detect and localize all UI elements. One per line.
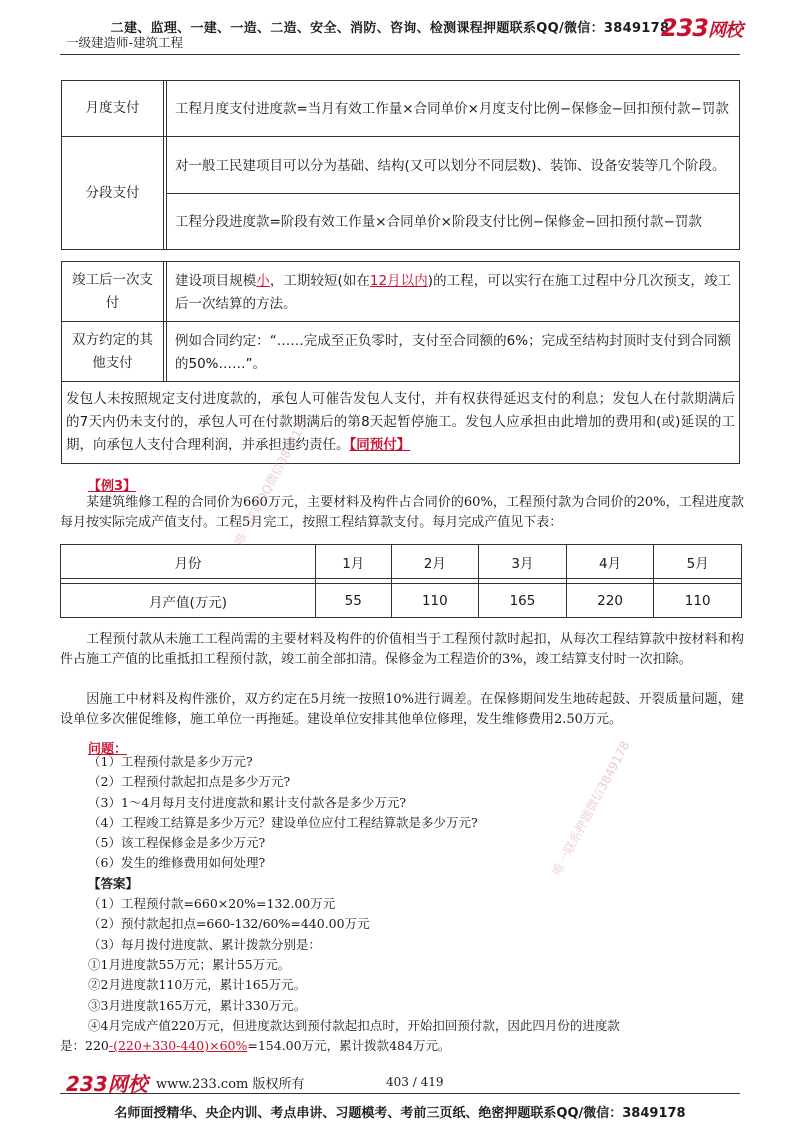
payment-method-table-1	[61, 80, 740, 250]
delay-payment-note: 发包人未按照规定支付进度款的，承包人可催告发包人支付，并有权获得延迟支付的利息；发包人在付款期满后的7天内仍未支付的，承包人可在付款期满后的第8天起暂停施工。发包人应承担由此增加的费用和(或)延误的工期，向承包人支付合理利润，并承担违约责任。【同预付】	[62, 382, 740, 464]
questions-title: 问题：	[88, 742, 128, 757]
list-item: （3）每月拨付进度款、累计拨款分别是：	[88, 936, 321, 952]
header-divider	[60, 54, 740, 55]
example-paragraph-2: 因施工中材料及构件涨价，双方约定在5月统一按照10%进行调差。在保修期间发生地砖起鼓、开裂质量问题，建设单位多次催促维修，施工单位一再拖延。建设单位安排其他单位修理，发生维修费用2.50万元。	[60, 692, 744, 727]
list-item: （1）工程预付款是多少万元?	[88, 754, 253, 769]
list-item: （3）1～4月每月支付进度款和累计支付款各是多少万元?	[88, 794, 407, 810]
table-row	[61, 584, 742, 618]
header-cell: 4月	[566, 545, 654, 579]
table-cell: 110	[654, 584, 742, 618]
header-cell: 3月	[479, 545, 567, 579]
example-paragraph-1: 工程预付款从未施工工程尚需的主要材料及构件的价值相当于工程预付款时起扣，从每次工程结算款中按材料和构件占施工产值的比重抵扣工程预付款，竣工前全部扣清。保修金为工程造价的3%，竣工结算支付时一次扣除。	[60, 632, 744, 667]
answer-final-line: 是：220-(220+330-440)×60%=154.00万元，累计拨款484万元。	[60, 1038, 451, 1053]
list-item: ③3月进度款165万元，累计330万元。	[88, 997, 307, 1013]
list-item: ④4月完成产值220万元，但进度款达到预付款起扣点时，开始扣回预付款，因此四月份的进度款	[88, 1017, 620, 1033]
row-label: 月度支付	[62, 81, 164, 137]
header-cell: 1月	[316, 545, 392, 579]
header-cell: 2月	[391, 545, 479, 579]
row-label: 双方约定的其他支付	[62, 322, 164, 382]
table-row	[62, 382, 740, 464]
list-item: ①1月进度款55万元；累计55万元。	[88, 956, 291, 972]
table-cell: 110	[391, 584, 479, 618]
list-item: （4）工程竣工结算是多少万元？建设单位应付工程结算款是多少万元?	[88, 814, 478, 830]
footer-copyright: www.233.com 版权所有	[156, 1077, 305, 1092]
table-row	[62, 81, 740, 137]
table-row	[62, 137, 740, 194]
footer-divider	[60, 1093, 740, 1094]
footer-logo: 233网校	[66, 1072, 148, 1096]
watermark: 唯一联系押题微信3849178	[549, 738, 633, 878]
table-cell: 55	[316, 584, 392, 618]
payment-method-table-2	[61, 261, 740, 464]
answers-title: 【答案】	[88, 875, 139, 891]
highlight-small: 小	[256, 272, 270, 289]
watermark: 唯一联系QQ微信3849178	[231, 413, 312, 548]
table-row	[62, 322, 740, 382]
deduction-formula: -(220+330-440)×60%	[108, 1038, 248, 1053]
list-item: （2）预付款起扣点=660-132/60%=440.00万元	[88, 916, 370, 932]
header-subject: 一级建造师-建筑工程	[66, 35, 184, 50]
header-contact-line: 二建、监理、一建、一造、二造、安全、消防、咨询、检测课程押题联系QQ/微信：3849178	[110, 21, 670, 36]
page-number: 403 / 419	[386, 1075, 444, 1089]
row-label: 竣工后一次支付	[62, 262, 164, 322]
brand-logo: 233网校	[660, 14, 742, 42]
list-item: （2）工程预付款起扣点是多少万元?	[88, 774, 291, 790]
row-text: 工程分段进度款=阶段有效工作量×合同单价×阶段支付比例−保修金−回扣预付款−罚款	[167, 194, 740, 250]
list-item: ②2月进度款110万元，累计165万元。	[88, 977, 307, 993]
row-text: 工程月度支付进度款=当月有效工作量×合同单价×月度支付比例−保修金−回扣预付款−罚款	[167, 81, 740, 137]
highlight-12-months: 12月以内	[369, 272, 428, 289]
example-label: 【例3】	[88, 479, 137, 494]
monthly-output-table	[60, 544, 742, 618]
header-cell: 5月	[654, 545, 742, 579]
example-intro: 某建筑维修工程的合同价为660万元，主要材料及构件占合同价的60%，工程预付款为合同价的20%，工程进度款每月按实际完成产值支付。工程5月完工，按照工程结算款支付。每月完成产值见下表：	[60, 495, 744, 530]
row-text: 建设项目规模小，工期较短(如在12月以内)的工程，可以实行在施工过程中分几次预支，竣工后一次结算的方法。	[167, 262, 740, 322]
row-text: 对一般工民建项目可以分为基础、结构(又可以划分不同层数)、装饰、设备安装等几个阶段。	[167, 137, 740, 194]
table-header-row	[61, 545, 742, 579]
header-cell: 月份	[61, 545, 316, 579]
same-as-advance-tag: 【同预付】	[349, 437, 411, 453]
row-label: 月产值(万元)	[61, 584, 316, 618]
row-label: 分段支付	[62, 137, 164, 250]
table-cell: 165	[479, 584, 567, 618]
row-text: 例如合同约定：“……完成至正负零时，支付至合同额的6%；完成至结构封顶时支付到合同额的50%……”。	[167, 322, 740, 382]
question-list	[88, 752, 620, 1036]
list-item: （5）该工程保修金是多少万元?	[88, 835, 266, 851]
list-item: （1）工程预付款=660×20%=132.00万元	[88, 896, 336, 912]
table-cell: 220	[566, 584, 654, 618]
table-row	[62, 262, 740, 322]
footer-ad: 名师面授精华、央企内训、考点串讲、习题模考、考前三页纸、绝密押题联系QQ/微信：3849178	[114, 1106, 686, 1121]
list-item: （6）发生的维修费用如何处理?	[88, 855, 266, 871]
